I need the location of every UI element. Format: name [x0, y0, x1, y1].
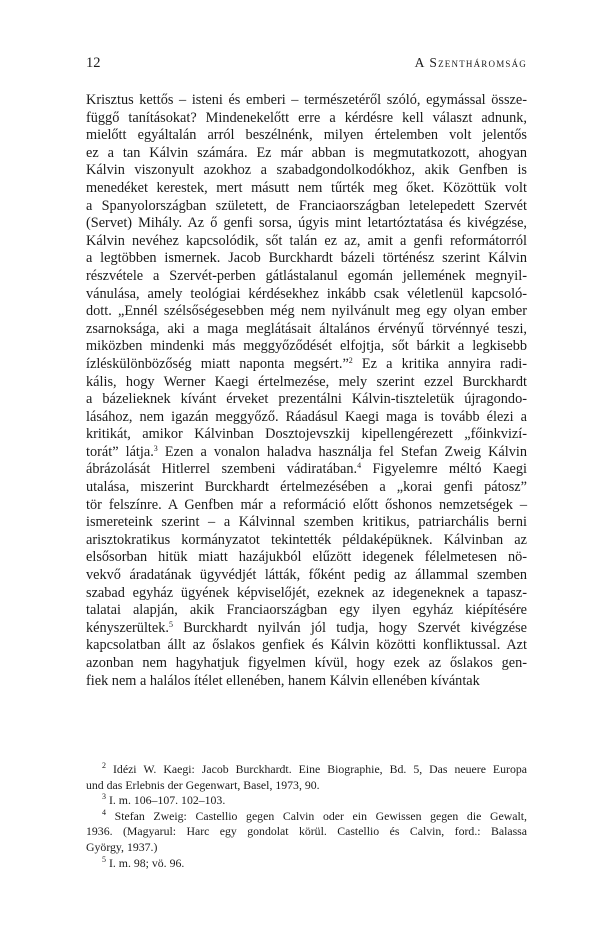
footnote-text: Stefan Zweig: Castellio gegen Calvin oder ein Gewissen gegen die Gewalt,: [114, 808, 527, 823]
text-line: kális, hogy Werner Kaegi értelmezése, mely szerint ezzel Burckhardt: [86, 373, 527, 390]
text-line: miközben mindenki más meggyőződését elfojtja, sőt bárkit a legkisebb: [86, 338, 527, 355]
footnote-5: [86, 856, 527, 872]
footnote-text: Idézi W. Kaegi: Jacob Burckhardt. Eine Biographie, Bd. 5, Das neuere Europa: [113, 762, 527, 776]
text-line: zsarnoksága, aki a maga meglátásait általános érvényű törvénnyé teszi,: [86, 320, 527, 337]
text-line: [86, 461, 527, 479]
text-line: azonban nem hagyhatjuk figyelmen kívül, hogy ezek az őslakos gen-: [86, 655, 527, 671]
text-line: [86, 620, 527, 638]
text-line: (Servet) Mihály. Az ő genfi sorsa, úgyis mint letartóztatása és kivégzése,: [86, 215, 527, 232]
text-line: elsősorban hitük miatt hazájukból elűzött idegenek félelmetesen nö-: [86, 549, 527, 566]
text-line: talatai alapján, akik Franciaországban egy ilyen egyház kiépítésére: [86, 602, 527, 619]
footnote-mark[interactable]: 2: [348, 355, 353, 365]
text-line: ismereteink szerint – a Kálvinnal szemben kritikus, patriarchális berni: [86, 514, 527, 531]
footnotes: [86, 762, 527, 871]
text-line: ez a tan Kálvin számára. Ez már abban is megmutatkozott, ahogyan: [86, 144, 527, 161]
text-line: kritikát, amikor Kálvinban Dosztojevszkij kipellengérezett „főinkvizí-: [86, 426, 527, 443]
text-line: a Spanyolországban született, de Franciaországban letelepedett Szervét: [86, 197, 527, 214]
text-line: vekvő áradatának ügyvédjét látták, főként pedig az állammal szemben: [86, 567, 527, 584]
footnote-3: [86, 793, 527, 809]
text-line: szabad egyház ügyének képviselőjét, ezeknek az idegeneknek a tapasz-: [86, 584, 527, 601]
text-line: [86, 356, 527, 374]
footnote-number: 5: [102, 854, 106, 864]
text-line: lásához, nem igazán meggyőző. Ráadásul Kaegi maga is tovább élezi a: [86, 408, 527, 425]
text-line: utalása, miszerint Burckhardt értelmezésében a „korai genfi pátosz”: [86, 479, 527, 496]
text-line: a bázelieknek kívánt érveket prezentálni Kálvin-tiszteletük újragondo-: [86, 391, 527, 408]
text-line: mielőtt egyáltalán arról beszélnénk, milyen értelemben volt jelentős: [86, 127, 527, 144]
text-segment: ábrázolását Hitlerrel szembeni vádiratában.: [86, 461, 358, 478]
page-header: [86, 55, 527, 75]
footnote-number: 4: [102, 807, 106, 817]
text-line: arisztokratikus kormányzatot tekintették példaképüknek. Kálvinban az: [86, 531, 527, 548]
text-line: a legtöbben ismernek. Jacob Burckhardt bázeli történész szerint Kálvin: [86, 250, 527, 267]
text-segment: ízléskülönbözőség miatt naponta megsért.”: [86, 355, 349, 372]
footnote-number: 3: [102, 792, 106, 802]
footnote-text: I. m. 106–107. 102–103.: [108, 793, 226, 808]
text-segment: Figyelemre méltó Kaegi: [372, 461, 527, 478]
footnote-4-cont: 1936. (Magyarul: Harc egy gondolat körül. Castellio és Calvin, ford.: Balassa: [86, 824, 527, 839]
text-line: Krisztus kettős – isteni és emberi – természetéről szóló, egymással össze-: [86, 92, 527, 108]
text-line: Kálvin viszonyult azokhoz a szabadgondolkodókhoz, akik Genfben is: [86, 162, 527, 179]
footnote-4-cont: György, 1937.): [86, 839, 158, 854]
text-segment: Ezen a vonalon haladva használja fel Stefan Zweig Kálvin: [164, 443, 527, 460]
text-line: fiek nem a halálos ítélet ellenében, hanem Kálvin ellenében kívántak: [86, 672, 480, 689]
text-line: részvétele a Szervét-perben gátlástalanul egomán jellemének megnyil-: [86, 267, 527, 284]
footnote-mark[interactable]: 3: [153, 443, 158, 453]
text-segment: Ez a kritika annyira radi-: [361, 355, 528, 372]
footnote-4: [86, 809, 527, 825]
text-line: dott. „Ennél szélsőségesebben még nem nyilvánult meg egy olyan ember: [86, 303, 527, 320]
text-segment: Burckhardt nyilván jól tudja, hogy Szervét kivégzése: [183, 619, 527, 636]
footnote-2: [86, 762, 527, 778]
text-segment: kényszerültek.: [86, 619, 169, 636]
text-line: vánulása, amely teológiai kérdésekhez inkább csak véletlenül kapcsoló-: [86, 285, 527, 302]
footnote-mark[interactable]: 5: [168, 619, 173, 629]
footnote-text: I. m. 98; vö. 96.: [108, 855, 185, 870]
text-line: függő tanításokat? Mindenekelőtt erre a kérdésre kell választ adnunk,: [86, 109, 527, 126]
running-head: A Szentháromság: [414, 55, 527, 70]
footnote-2-cont: und das Erlebnis der Gegenwart, Basel, 1973, 90.: [86, 777, 320, 792]
text-line: kapcsolatban állt az őslakos genfiek és Kálvin közötti konfliktussal. Azt: [86, 637, 527, 654]
body-text: [86, 92, 527, 690]
page-number: 12: [86, 55, 101, 71]
text-line: menedéket kerestek, mert másutt nem tűrték meg őket. Közöttük volt: [86, 179, 527, 196]
text-line: [86, 444, 527, 462]
text-segment: torát” látja.: [86, 443, 154, 460]
footnote-number: 2: [102, 761, 106, 770]
text-line: tör felszínre. A Genfben már a reformáció előtt őshonos nemzetségek –: [86, 496, 527, 513]
text-line: Kálvin nevéhez kapcsolódik, sőt talán ez az, amit a genfi reformátorról: [86, 232, 527, 249]
footnote-mark[interactable]: 4: [357, 461, 362, 471]
